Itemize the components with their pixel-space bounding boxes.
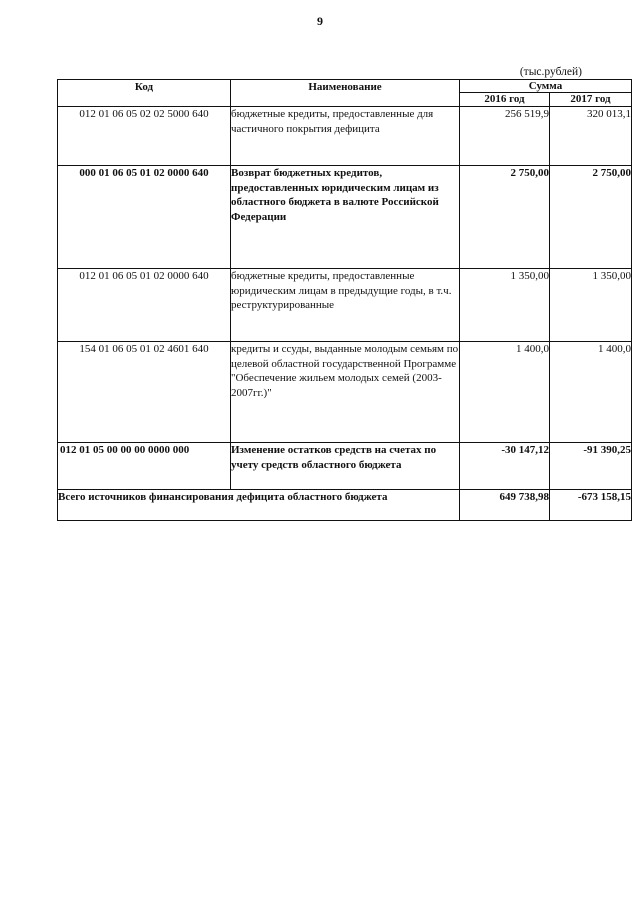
row-name: бюджетные кредиты, предоставленные для частичного покрытия дефицита: [231, 107, 460, 166]
total-value-2016: 649 738,98: [460, 490, 550, 521]
row-value-2017: 1 400,0: [550, 342, 632, 443]
total-value-2017: -673 158,15: [550, 490, 632, 521]
page-number: 9: [317, 14, 323, 28]
row-value-2017: 1 350,00: [550, 269, 632, 342]
row-name: кредиты и ссуды, выданные молодым семьям по целевой областной государственной Программе "Обеспечение жильем молодых семей (2003-2007гг.)": [231, 342, 460, 443]
table-row: [58, 269, 632, 342]
table-header-row: [58, 80, 632, 93]
row-value-2016: 1 350,00: [460, 269, 550, 342]
row-code: 012 01 06 05 02 02 5000 640: [58, 107, 231, 166]
row-name: Изменение остатков средств на счетах по учету средств областного бюджета: [231, 443, 460, 490]
row-code: 154 01 06 05 01 02 4601 640: [58, 342, 231, 443]
table-row: [58, 166, 632, 269]
row-value-2016: 2 750,00: [460, 166, 550, 269]
row-value-2016: 256 519,9: [460, 107, 550, 166]
row-value-2016: -30 147,12: [460, 443, 550, 490]
row-code: 012 01 05 00 00 00 0000 000: [58, 443, 231, 490]
row-code: 012 01 06 05 01 02 0000 640: [58, 269, 231, 342]
row-value-2017: 2 750,00: [550, 166, 632, 269]
header-name: Наименование: [231, 80, 460, 107]
total-row: [58, 490, 632, 521]
header-year-2017: 2017 год: [550, 93, 632, 107]
header-year-2016: 2016 год: [460, 93, 550, 107]
row-name: бюджетные кредиты, предоставленные юридическим лицам в предыдущие годы, в т.ч. реструктурированные: [231, 269, 460, 342]
total-label: Всего источников финансирования дефицита областного бюджета: [58, 490, 460, 521]
row-code: 000 01 06 05 01 02 0000 640: [58, 166, 231, 269]
row-name: Возврат бюджетных кредитов, предоставленных юридическим лицам из областного бюджета в валюте Российской Федерации: [231, 166, 460, 269]
units-label: (тыс.рублей): [519, 66, 582, 78]
table-row: [58, 443, 632, 490]
budget-sources-table: [57, 79, 632, 521]
row-value-2017: -91 390,25: [550, 443, 632, 490]
row-value-2017: 320 013,1: [550, 107, 632, 166]
table-row: [58, 107, 632, 166]
table-row: [58, 342, 632, 443]
header-sum: Сумма: [460, 80, 632, 93]
row-value-2016: 1 400,0: [460, 342, 550, 443]
header-code: Код: [58, 80, 231, 107]
